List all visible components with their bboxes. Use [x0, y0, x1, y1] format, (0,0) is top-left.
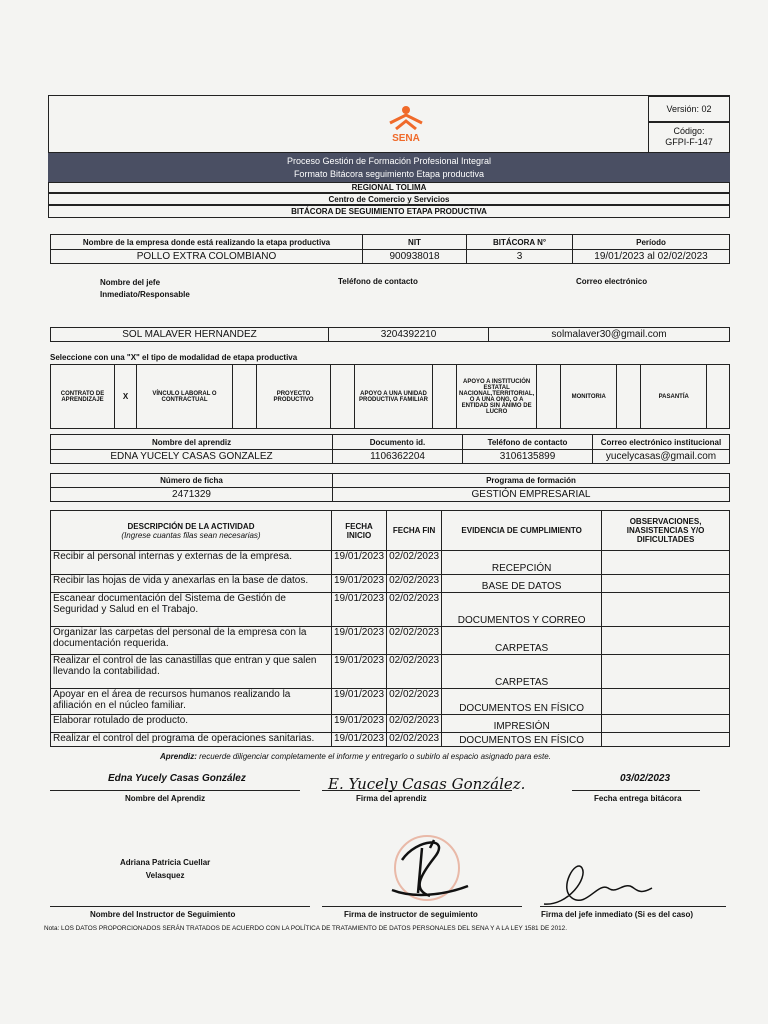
activity-start: 19/01/2023 — [332, 689, 387, 715]
boss-email: solmalaver30@gmail.com — [489, 328, 730, 342]
modality-table — [50, 364, 730, 429]
modality-pasantia: PASANTÍA — [641, 365, 707, 429]
company-table — [50, 234, 730, 264]
activity-desc-label: DESCRIPCIÓN DE LA ACTIVIDAD — [127, 521, 255, 531]
boss-phone-label: Teléfono de contacto — [338, 277, 418, 286]
ficha-number: 2471329 — [51, 488, 333, 502]
boss-name-label — [100, 277, 190, 301]
header-band — [48, 153, 730, 182]
activity-evidence: DOCUMENTOS Y CORREO — [442, 593, 602, 627]
modality-mark[interactable]: X — [115, 365, 137, 429]
activity-end: 02/02/2023 — [387, 551, 442, 575]
modality-prompt: Seleccione con una "X" el tipo de modalidad de etapa productiva — [50, 353, 298, 362]
apprentice-doc-label: Documento id. — [333, 435, 463, 450]
modality-vinculo-box[interactable] — [233, 365, 257, 429]
activity-observations — [602, 593, 730, 627]
activity-observations — [602, 627, 730, 655]
activity-observations — [602, 575, 730, 593]
activity-evidence: IMPRESIÓN — [442, 715, 602, 733]
code-label: Código: — [673, 126, 705, 136]
period-label: Período — [573, 235, 730, 250]
activity-row — [51, 575, 730, 593]
instructor-label: Nombre del Instructor de Seguimiento — [90, 910, 236, 919]
apprentice-name-label-sig: Nombre del Aprendiz — [125, 794, 206, 803]
activity-desc: Realizar el control del programa de operaciones sanitarias. — [51, 733, 332, 747]
activity-desc: Escanear documentación del Sistema de Gestión de Seguridad y Salud en el Trabajo. — [51, 593, 332, 627]
instructor-sign-label: Firma de instructor de seguimiento — [344, 910, 478, 919]
code-box — [648, 122, 730, 153]
apprentice-name-line — [50, 790, 300, 791]
aprendiz-note — [160, 752, 551, 761]
program-label: Programa de formación — [333, 474, 730, 488]
activity-header-end: FECHA FIN — [387, 511, 442, 551]
activity-desc-hint: (Ingrese cuantas filas sean necesarias) — [121, 530, 261, 540]
activity-end: 02/02/2023 — [387, 575, 442, 593]
date-label: Fecha entrega bitácora — [594, 794, 682, 803]
apprentice-table — [50, 434, 730, 464]
activity-row — [51, 551, 730, 575]
activity-row — [51, 593, 730, 627]
ficha-label: Número de ficha — [51, 474, 333, 488]
activity-desc: Realizar el control de las canastillas que entran y que salen llevando la contabilidad. — [51, 655, 332, 689]
activity-evidence: CARPETAS — [442, 655, 602, 689]
version: Versión: 02 — [648, 96, 730, 122]
boss-table — [50, 327, 730, 342]
activity-start: 19/01/2023 — [332, 715, 387, 733]
activity-observations — [602, 715, 730, 733]
activity-observations — [602, 551, 730, 575]
instructor-name — [120, 856, 210, 882]
activity-header-start: FECHA INICIO — [332, 511, 387, 551]
format-title: Formato Bitácora seguimiento Etapa productiva — [293, 169, 485, 179]
company-name: POLLO EXTRA COLOMBIANO — [51, 250, 363, 264]
apprentice-name: EDNA YUCELY CASAS GONZALEZ — [51, 450, 333, 464]
ficha-table — [50, 473, 730, 502]
process-title: Proceso Gestión de Formación Profesional Integral — [286, 156, 492, 166]
instructor-signature-icon — [372, 818, 482, 913]
modality-institucion-box[interactable] — [537, 365, 561, 429]
regional: REGIONAL TOLIMA — [48, 182, 730, 193]
nit: 900938018 — [363, 250, 467, 264]
bitacora-label: BITÁCORA N° — [467, 235, 573, 250]
nit-label: NIT — [363, 235, 467, 250]
activity-header-evidence: EVIDENCIA DE CUMPLIMIENTO — [442, 511, 602, 551]
apprentice-email: yucelycasas@gmail.com — [593, 450, 730, 464]
activity-row — [51, 715, 730, 733]
activity-start: 19/01/2023 — [332, 551, 387, 575]
activity-end: 02/02/2023 — [387, 627, 442, 655]
code: GFPI-F-147 — [665, 137, 713, 147]
modality-contrato: CONTRATO DE APRENDIZAJE — [51, 365, 115, 429]
modality-monitoria-box[interactable] — [617, 365, 641, 429]
activity-desc: Apoyar en el área de recursos humanos realizando la afiliación en el núcleo familiar. — [51, 689, 332, 715]
boss-name-label-1: Nombre del jefe — [100, 278, 161, 287]
modality-unidad-box[interactable] — [433, 365, 457, 429]
activity-desc: Elaborar rotulado de producto. — [51, 715, 332, 733]
modality-proyecto: PROYECTO PRODUCTIVO — [257, 365, 331, 429]
activities-table — [50, 510, 730, 747]
program: GESTIÓN EMPRESARIAL — [333, 488, 730, 502]
modality-monitoria: MONITORIA — [561, 365, 617, 429]
modality-unidad: APOYO A UNA UNIDAD PRODUCTIVA FAMILIAR — [355, 365, 433, 429]
activity-row — [51, 627, 730, 655]
modality-pasantia-box[interactable] — [707, 365, 730, 429]
activity-end: 02/02/2023 — [387, 655, 442, 689]
activity-evidence: BASE DE DATOS — [442, 575, 602, 593]
boss-name: SOL MALAVER HERNANDEZ — [51, 328, 329, 342]
delivery-date: 03/02/2023 — [620, 773, 671, 784]
period: 19/01/2023 al 02/02/2023 — [573, 250, 730, 264]
apprentice-email-label: Correo electrónico institucional — [593, 435, 730, 450]
center: Centro de Comercio y Servicios — [48, 193, 730, 205]
activity-desc: Recibir al personal internas y externas de la empresa. — [51, 551, 332, 575]
apprentice-name-label: Nombre del aprendiz — [51, 435, 333, 450]
date-line — [572, 790, 700, 791]
apprentice-doc: 1106362204 — [333, 450, 463, 464]
activity-desc: Organizar las carpetas del personal de la empresa con la documentación requerida. — [51, 627, 332, 655]
activity-end: 02/02/2023 — [387, 733, 442, 747]
activity-start: 19/01/2023 — [332, 655, 387, 689]
document-title: BITÁCORA DE SEGUIMIENTO ETAPA PRODUCTIVA — [48, 205, 730, 218]
activity-evidence: CARPETAS — [442, 627, 602, 655]
boss-email-label: Correo electrónico — [576, 277, 648, 286]
sena-logo — [380, 103, 432, 145]
activity-header-observations: OBSERVACIONES, INASISTENCIAS Y/O DIFICULTADES — [602, 511, 730, 551]
activity-header-desc — [51, 511, 332, 551]
activity-start: 19/01/2023 — [332, 733, 387, 747]
company-name-label: Nombre de la empresa donde está realizando la etapa productiva — [51, 235, 363, 250]
activity-observations — [602, 655, 730, 689]
activity-desc: Recibir las hojas de vida y anexarlas en la base de datos. — [51, 575, 332, 593]
activity-row — [51, 655, 730, 689]
modality-vinculo: VÍNCULO LABORAL O CONTRACTUAL — [137, 365, 233, 429]
activity-start: 19/01/2023 — [332, 593, 387, 627]
instructor-name-1: Adriana Patricia Cuellar — [120, 858, 211, 867]
instructor-name-2: Velasquez — [145, 871, 185, 880]
activity-start: 19/01/2023 — [332, 575, 387, 593]
apprentice-sign-line — [322, 790, 512, 791]
instructor-sign-line — [322, 906, 522, 907]
apprentice-sign-label: Firma del aprendiz — [356, 794, 427, 803]
activity-start: 19/01/2023 — [332, 627, 387, 655]
apprentice-phone: 3106135899 — [463, 450, 593, 464]
activity-observations — [602, 689, 730, 715]
aprendiz-note-text: recuerde diligenciar completamente el informe y entregarlo o subirlo al espacio asignado para este. — [196, 752, 551, 761]
apprentice-printed-name: Edna Yucely Casas González — [108, 773, 246, 784]
activity-end: 02/02/2023 — [387, 593, 442, 627]
boss-phone: 3204392210 — [329, 328, 489, 342]
activity-end: 02/02/2023 — [387, 715, 442, 733]
boss-name-label-2: Inmediato/Responsable — [100, 290, 190, 299]
sena-logo-text: SENA — [392, 133, 420, 144]
activity-end: 02/02/2023 — [387, 689, 442, 715]
activity-evidence: DOCUMENTOS EN FÍSICO — [442, 689, 602, 715]
modality-institucion: APOYO A INSTITUCIÓN ESTATAL NACIONAL,TERRITORIAL, O A UNA ONG, O A ENTIDAD SIN ÁNIMO DE LUCRO — [457, 365, 537, 429]
aprendiz-note-bold: Aprendiz: — [160, 752, 197, 761]
activity-observations — [602, 733, 730, 747]
boss-sign-line — [540, 906, 726, 907]
modality-proyecto-box[interactable] — [331, 365, 355, 429]
boss-sign-label: Firma del jefe inmediato (Si es del caso) — [541, 910, 694, 919]
bitacora-number: 3 — [467, 250, 573, 264]
activity-row — [51, 733, 730, 747]
activity-evidence: RECEPCIÓN — [442, 551, 602, 575]
instructor-name-line — [50, 906, 310, 907]
apprentice-phone-label: Teléfono de contacto — [463, 435, 593, 450]
apprentice-signature: E. Yucely Casas González. — [328, 775, 526, 793]
activity-row — [51, 689, 730, 715]
legal-note: Nota: LOS DATOS PROPORCIONADOS SERÁN TRATADOS DE ACUERDO CON LA POLÍTICA DE TRATAMIENTO DE DATOS PERSONALES DEL SENA Y A LA LEY 1581 DE 2012. — [44, 925, 568, 932]
activity-evidence: DOCUMENTOS EN FÍSICO — [442, 733, 602, 747]
